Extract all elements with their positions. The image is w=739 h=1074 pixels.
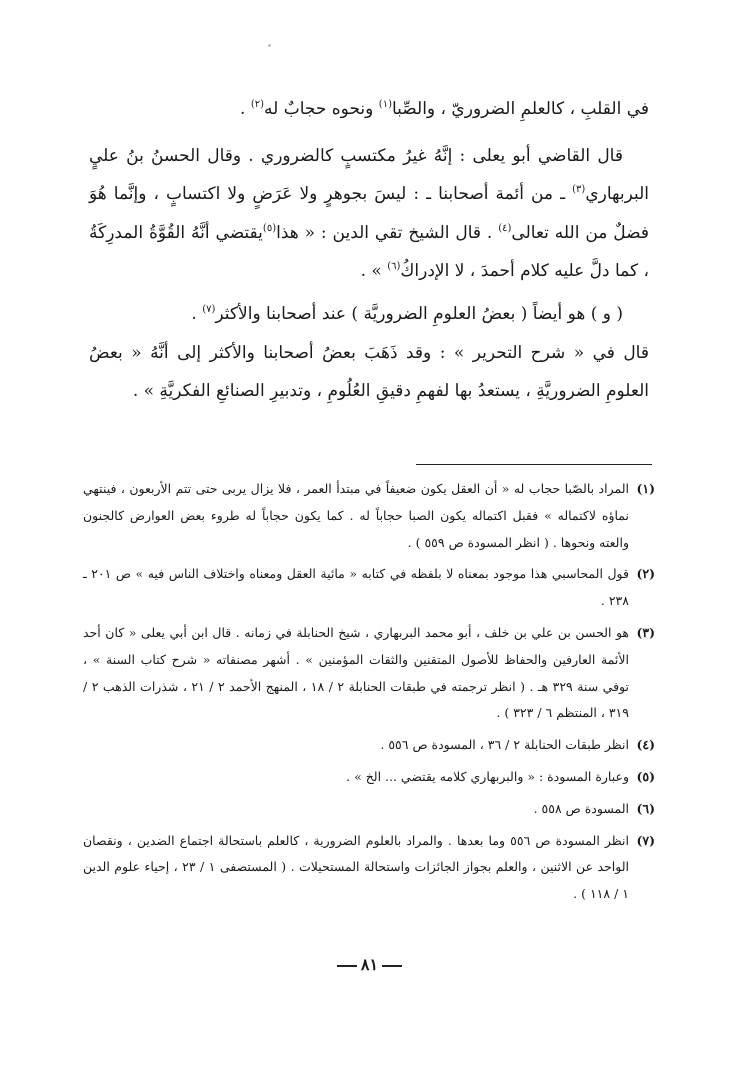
text-run: قال القاضي أبو يعلى : إنَّهُ غيرُ مكتسبٍ كالضروري . وقال الحسنُ بنُ عليٍ البربهاري [89, 145, 649, 205]
footnote-ref: (٦) [387, 261, 401, 273]
footnotes [83, 476, 655, 908]
footnote-separator [416, 464, 652, 465]
footnote-ref: (٥) [262, 222, 277, 234]
footnote-number: (١) [636, 481, 655, 496]
footnote-5 [83, 764, 655, 791]
page-number [0, 955, 739, 974]
text-run: ( و ) هو أيضاً ( بعضُ العلومِ الضروريَّة ) عند أصحابنا والأكثر [215, 303, 623, 324]
text-run: ونحوه حجابٌ له [264, 99, 379, 119]
text-run: يقتضي أنَّهُ القُوَّةُ المدرِكَةُ ، كما دلَّ عليه كلام أحمدَ ، لا الإدراكُ [89, 222, 649, 282]
text-run: . [240, 99, 251, 119]
footnote-ref: (٣) [572, 184, 586, 196]
text-run: ـ من أئمة أصحابنا ـ : ليسَ بجوهرٍ ولا عَرَضٍ ولا اكتسابٍ ، وإنَّما هُوَ فضلٌ من الله تعالى [89, 184, 650, 243]
main-text [89, 90, 649, 411]
continuation-line [89, 90, 649, 129]
footnote-number: (٣) [636, 624, 655, 640]
footnote-number: (٥) [636, 768, 655, 784]
footnote-7 [83, 828, 655, 908]
footnote-text: المسودة ص ٥٥٨ . [533, 800, 629, 816]
text-run: قال في « شرح التحرير » : وقد ذَهَبَ بعضُ أصحابنا والأكثر إلى أنَّهُ « بعضُ العلومِ الضروريَّةِ ، يستعدُ بها لفهمِ دقيقِ العُلُومِ ، وتدبيرِ الصنائعِ الفكريَّةِ » . [89, 342, 649, 402]
footnote-text: وعبارة المسودة : « والبربهاري كلامه يقتضي ... الخ » . [346, 768, 629, 784]
page-number-value: ٨١ [360, 955, 379, 974]
dash-right [337, 965, 357, 967]
footnote-ref: (٤) [498, 222, 512, 234]
footnote-ref: (٢) [250, 99, 264, 110]
footnote-text: انظر المسودة ص ٥٥٦ وما بعدها . والمراد بالعلوم الضرورية ، كالعلم باستحالة اجتماع الضدين ، ونقصان الواحد عن الاثنين ، والعلم بجواز الجائزات واستحالة المستحيلات . ( المستصفى ١ / ٢٣ ، إحياء علوم الدين ١ / ١١٨ ) . [83, 832, 629, 902]
scan-speck [268, 44, 271, 47]
footnote-ref: (٧) [202, 303, 216, 315]
footnote-text: هو الحسن بن علي بن خلف ، أبو محمد البربهاري ، شيخ الحنابلة في زمانه . قال ابن أبي يعلى « كان أحد الأئمة العارفين والحفاظ للأصول المتقنين والثقات المؤمنين » . أشهر مصنفاته « شرح كتاب السنة » ، توفي سنة ٣٢٩ هـ . ( انظر ترجمته في طبقات الحنابلة ٢ / ١٨ ، المنهج الأحمد ٢ / ٢١ ، شذرات الذهب ٢ / ٣١٩ ، المنتظم ٦ / ٣٢٣ ) . [83, 624, 629, 721]
footnote-number: (٦) [636, 800, 655, 816]
footnote-number: (٢) [636, 566, 655, 582]
paragraph-definition [89, 295, 649, 334]
footnote-1 [83, 476, 655, 556]
text-run: . [191, 303, 203, 324]
footnote-4 [83, 732, 655, 759]
footnote-6 [83, 796, 655, 823]
footnote-2 [83, 561, 655, 615]
footnote-text: انظر طبقات الحنابلة ٢ / ٣٦ ، المسودة ص ٥٥٦ . [380, 737, 629, 753]
footnote-text: قول المحاسبي هذا موجود بمعناه لا بلفظه في كتابه « مائية العقل ومعناه واختلاف الناس فيه » ص ٢٠١ ـ ٢٣٨ . [83, 566, 629, 609]
text-run: في القلبِ ، كالعلمِ الضروريّ ، والصِّبا [391, 99, 649, 119]
text-run: . قال الشيخ تقي الدين : « هذا [276, 222, 499, 243]
footnote-ref: (١) [378, 99, 392, 110]
footnote-text: المراد بالصّبا حجاب له « أن العقل يكون ضعيفاً في مبتدأ العمر ، فلا يزال يربى حتى تتم الأربعون ، فينتهي نماؤه لاكتماله » فقبل اكتماله يكون الصبا حجاباً له . كما يكون حجاباً له طروء بعض العوارض كالجنون والعته ونحوها . ( انظر المسودة ص ٥٥٩ ) . [83, 481, 629, 550]
paragraph-sharh-tahrir [89, 334, 649, 411]
footnote-number: (٤) [636, 737, 655, 753]
paragraph-abu-yala [89, 137, 649, 291]
footnote-3 [83, 620, 655, 727]
footnote-number: (٧) [636, 832, 655, 848]
dash-left [382, 965, 402, 967]
text-run: » . [360, 261, 388, 282]
